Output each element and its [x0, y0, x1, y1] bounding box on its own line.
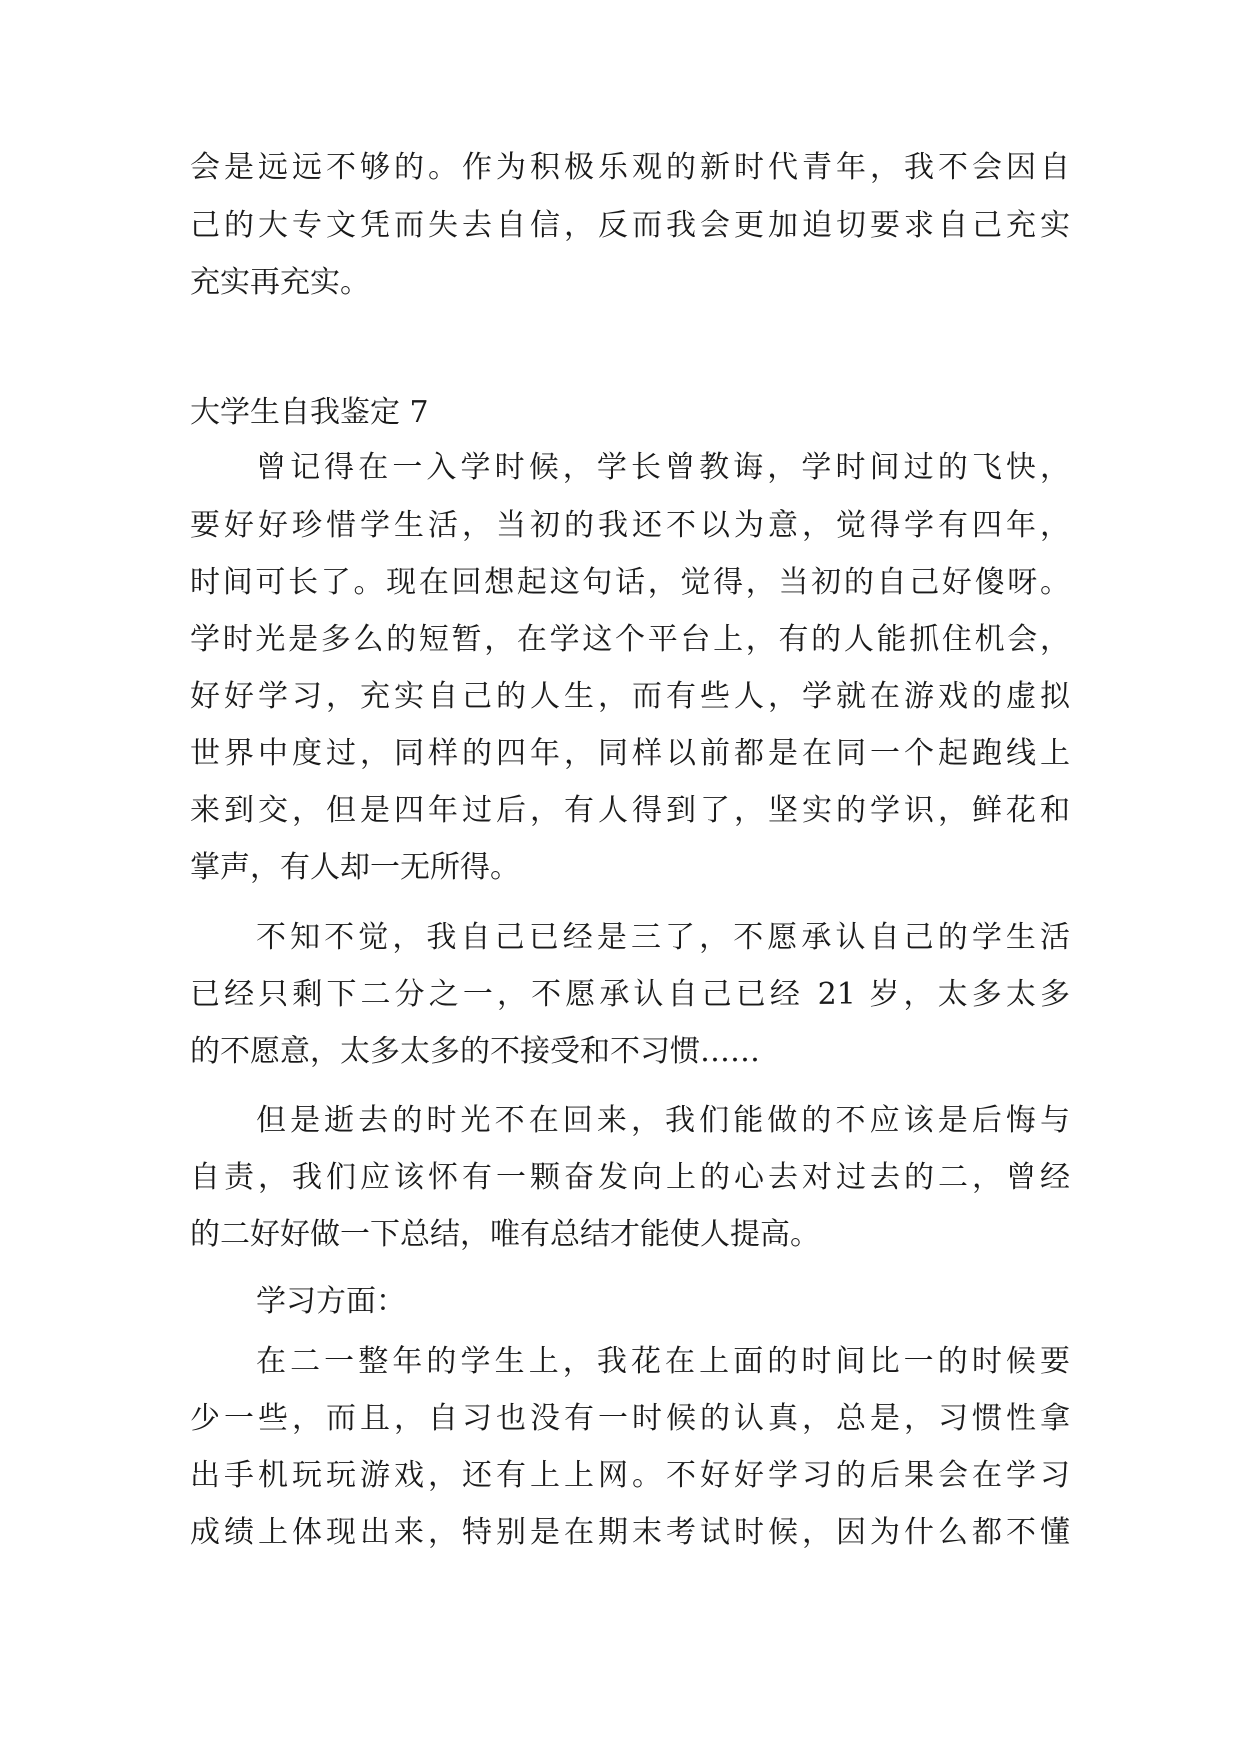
text-line: 曾记得在一入学时候，学长曾教诲，学时间过的飞快，: [256, 450, 1070, 485]
text-line: 已经只剩下二分之一，不愿承认自己已经 21 岁，太多太多: [190, 977, 1070, 1012]
text-line: 的不愿意，太多太多的不接受和不习惯……: [190, 1034, 760, 1069]
section-title: 大学生自我鉴定 7: [190, 395, 429, 430]
subheading-study: 学习方面：: [256, 1284, 406, 1319]
text-line: 在二一整年的学生上，我花在上面的时间比一的时候要: [256, 1344, 1070, 1379]
text-line: 不知不觉，我自己已经是三了，不愿承认自己的学生活: [256, 920, 1070, 955]
text-line: 自责，我们应该怀有一颗奋发向上的心去对过去的二，曾经: [190, 1160, 1070, 1195]
text-line: 会是远远不够的。作为积极乐观的新时代青年，我不会因自: [190, 150, 1070, 185]
text-line: 世界中度过，同样的四年，同样以前都是在同一个起跑线上: [190, 736, 1070, 771]
text-line: 时间可长了。现在回想起这句话，觉得，当初的自己好傻呀。: [190, 565, 1070, 600]
text-line: 充实再充实。: [190, 265, 370, 300]
text-line: 来到交，但是四年过后，有人得到了，坚实的学识，鲜花和: [190, 793, 1070, 828]
text-line: 出手机玩玩游戏，还有上上网。不好好学习的后果会在学习: [190, 1458, 1070, 1493]
text-line: 少一些，而且，自习也没有一时候的认真，总是，习惯性拿: [190, 1401, 1070, 1436]
text-line: 学时光是多么的短暂，在学这个平台上，有的人能抓住机会，: [190, 622, 1070, 657]
text-line: 好好学习，充实自己的人生，而有些人，学就在游戏的虚拟: [190, 679, 1070, 714]
text-line: 己的大专文凭而失去自信，反而我会更加迫切要求自己充实: [190, 208, 1070, 243]
text-line: 要好好珍惜学生活，当初的我还不以为意，觉得学有四年，: [190, 508, 1070, 543]
text-line: 但是逝去的时光不在回来，我们能做的不应该是后悔与: [256, 1103, 1070, 1138]
text-line: 成绩上体现出来，特别是在期末考试时候，因为什么都不懂: [190, 1515, 1070, 1550]
text-line: 的二好好做一下总结，唯有总结才能使人提高。: [190, 1217, 820, 1252]
text-line: 掌声，有人却一无所得。: [190, 850, 520, 885]
